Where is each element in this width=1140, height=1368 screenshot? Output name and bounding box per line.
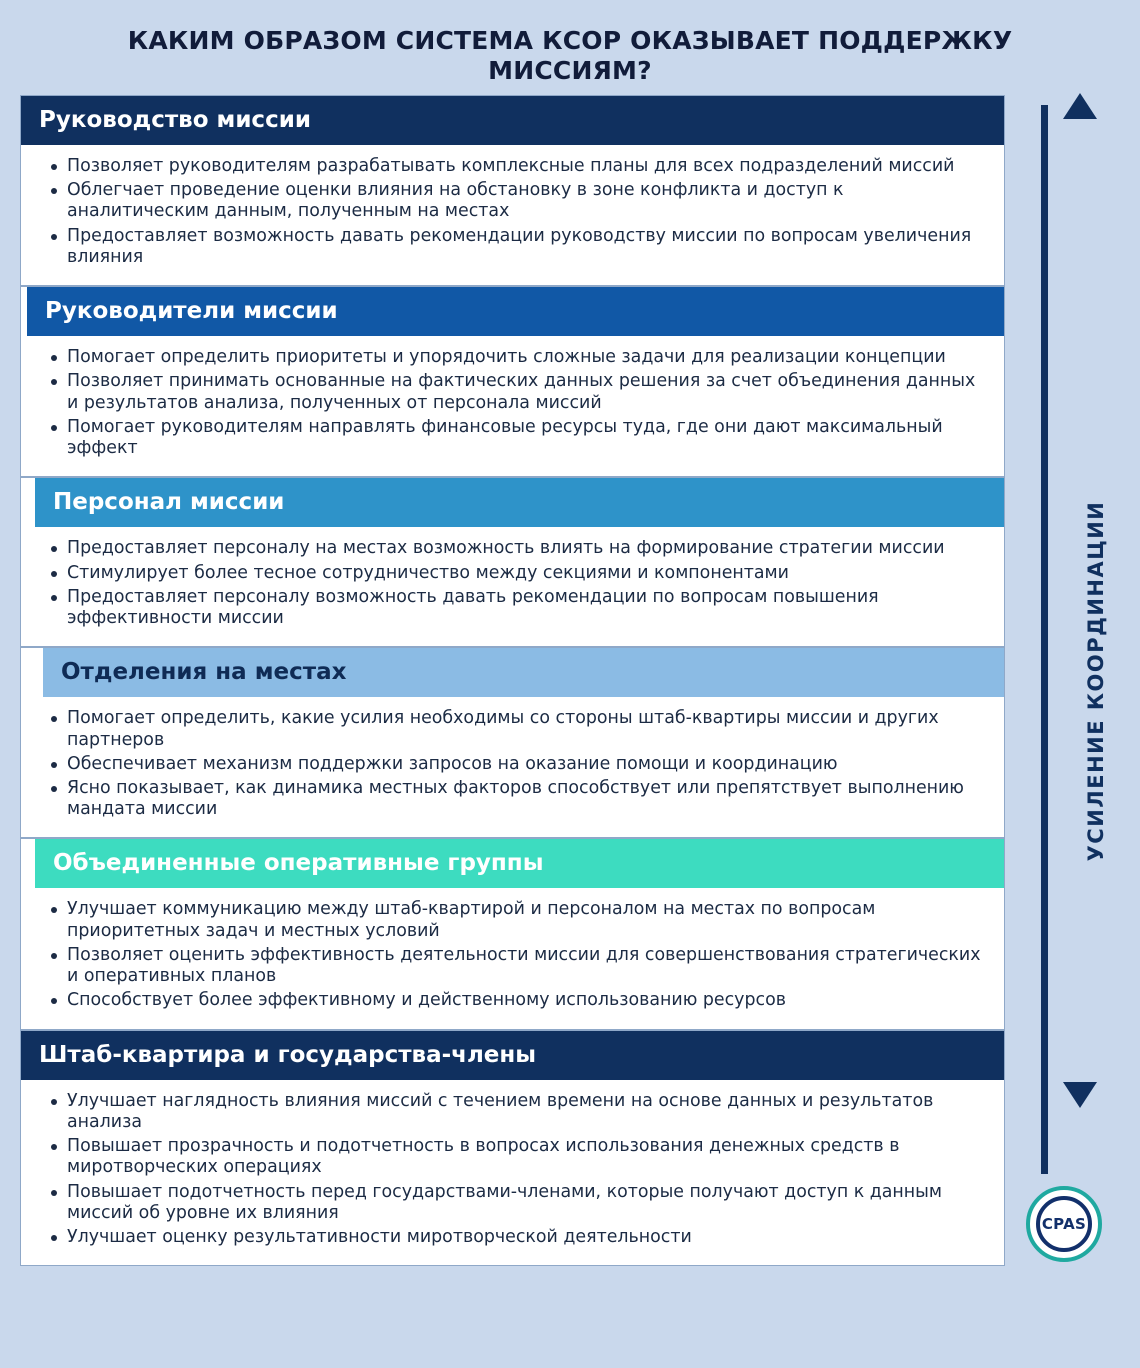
section-bullet-list <box>21 697 1004 829</box>
list-item: Позволяет руководителям разрабатывать комплексные планы для всех подразделений миссий <box>49 156 982 177</box>
list-item: Обеспечивает механизм поддержки запросов на оказание помощи и координацию <box>49 754 982 775</box>
arrow-label: УСИЛЕНИЕ КООРДИНАЦИИ <box>1084 500 1108 862</box>
list-item: Помогает определить, какие усилия необходимы со стороны штаб-квартиры миссии и других партнеров <box>49 708 982 750</box>
sections-column <box>20 95 1005 1266</box>
list-item: Улучшает наглядность влияния миссий с течением времени на основе данных и результатов анализа <box>49 1091 982 1133</box>
list-item: Облегчает проведение оценки влияния на обстановку в зоне конфликта и доступ к аналитическим данным, полученным на местах <box>49 180 982 222</box>
section-heading: Штаб-квартира и государства-члены <box>21 1031 1004 1080</box>
section-headquarters-member-states <box>20 1030 1005 1267</box>
page-title: КАКИМ ОБРАЗОМ СИСТЕМА КСОР ОКАЗЫВАЕТ ПОДДЕРЖКУ МИССИЯМ? <box>127 26 1013 85</box>
section-mission-managers <box>20 286 1005 477</box>
list-item: Повышает прозрачность и подотчетность в вопросах использования денежных средств в миротворческих операциях <box>49 1136 982 1178</box>
list-item: Позволяет оценить эффективность деятельности миссии для совершенствования стратегических и оперативных планов <box>49 945 982 987</box>
list-item: Предоставляет возможность давать рекомендации руководству миссии по вопросам увеличения влияния <box>49 226 982 268</box>
content-area <box>20 95 1120 1266</box>
section-bullet-list <box>21 888 1004 1020</box>
list-item: Ясно показывает, как динамика местных факторов способствует или препятствует выполнению мандата миссии <box>49 778 982 820</box>
section-field-offices <box>20 647 1005 838</box>
section-heading: Отделения на местах <box>43 648 1004 697</box>
list-item: Стимулирует более тесное сотрудничество между секциями и компонентами <box>49 563 982 584</box>
section-bullet-list <box>21 145 1004 277</box>
section-heading: Руководство миссии <box>21 96 1004 145</box>
double-arrow-icon <box>1041 105 1048 1174</box>
section-heading: Объединенные оперативные группы <box>35 839 1004 888</box>
list-item: Помогает руководителям направлять финансовые ресурсы туда, где они дают максимальный эффект <box>49 417 982 459</box>
arrow-up-icon <box>1063 93 1097 119</box>
coordination-arrow-column <box>1005 95 1110 1266</box>
list-item: Предоставляет персоналу возможность давать рекомендации по вопросам повышения эффективности миссии <box>49 587 982 629</box>
list-item: Помогает определить приоритеты и упорядочить сложные задачи для реализации концепции <box>49 347 982 368</box>
section-heading: Персонал миссии <box>35 478 1004 527</box>
section-mission-leadership <box>20 95 1005 286</box>
list-item: Способствует более эффективному и действенному использованию ресурсов <box>49 990 982 1011</box>
section-bullet-list <box>21 336 1004 468</box>
section-heading: Руководители миссии <box>27 287 1004 336</box>
cpas-logo-text: CPAS <box>1036 1196 1092 1252</box>
section-mission-personnel <box>20 477 1005 647</box>
list-item: Улучшает оценку результативности миротворческой деятельности <box>49 1227 982 1248</box>
section-bullet-list <box>21 1080 1004 1258</box>
section-joint-task-forces <box>20 838 1005 1029</box>
section-bullet-list <box>21 527 1004 638</box>
list-item: Предоставляет персоналу на местах возможность влиять на формирование стратегии миссии <box>49 538 982 559</box>
arrow-down-icon <box>1063 1082 1097 1108</box>
cpas-logo <box>1026 1186 1102 1262</box>
list-item: Повышает подотчетность перед государствами-членами, которые получают доступ к данным миссий об уровне их влияния <box>49 1182 982 1224</box>
list-item: Позволяет принимать основанные на фактических данных решения за счет объединения данных и результатов анализа, полученных от персонала миссий <box>49 371 982 413</box>
list-item: Улучшает коммуникацию между штаб-квартирой и персоналом на местах по вопросам приоритетных задач и местных условий <box>49 899 982 941</box>
